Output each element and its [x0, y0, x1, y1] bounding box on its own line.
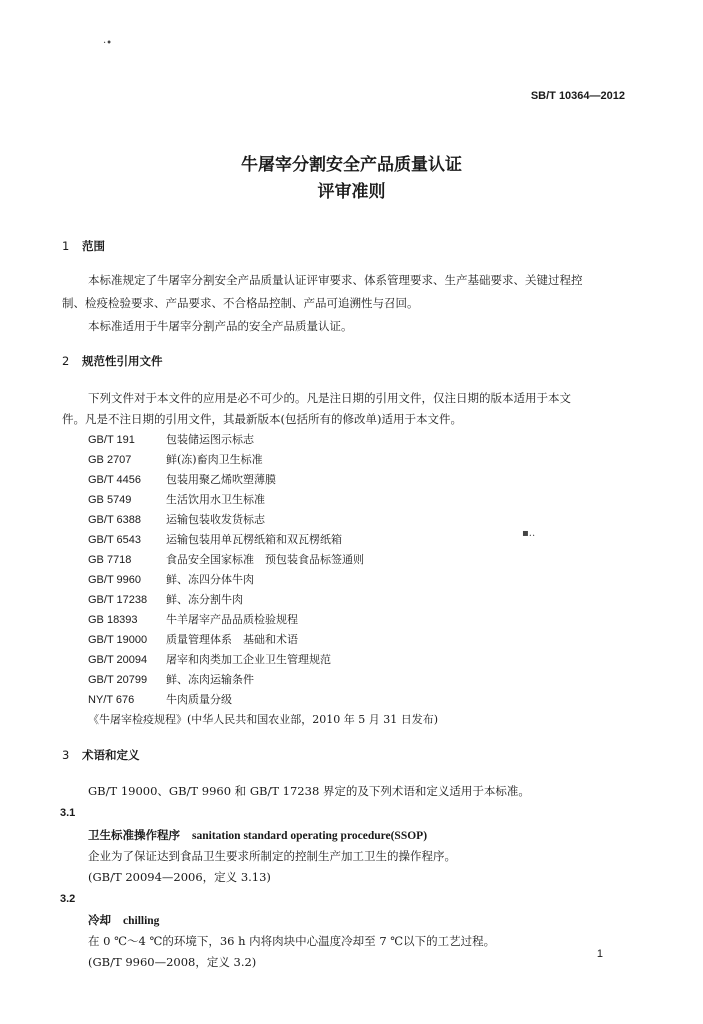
- term-heading: [88, 827, 427, 843]
- term-english: sanitation standard operating procedure(SSOP): [192, 830, 428, 842]
- reference-name: 鲜、冻四分体牛肉: [166, 573, 254, 586]
- reference-item: 《牛屠宰检疫规程》(中华人民共和国农业部，2010 年 5 月 31 日发布): [88, 713, 439, 726]
- reference-item: [88, 551, 364, 567]
- scan-mark: ·•: [103, 38, 113, 49]
- section-title: 规范性引用文件: [82, 354, 163, 368]
- reference-item: [88, 651, 331, 667]
- term-heading: [88, 912, 159, 928]
- document-subtitle: 评审准则: [317, 182, 386, 202]
- term-chinese: 卫生标准操作程序: [88, 828, 180, 842]
- section-heading-normative-references: [62, 353, 163, 369]
- reference-item: [88, 571, 254, 587]
- reference-item: [88, 611, 298, 627]
- term-source: (GB/T 20094—2006，定义 3.13): [88, 870, 271, 884]
- reference-item: [88, 631, 298, 647]
- section-heading-scope: [62, 238, 105, 254]
- reference-code: GB 18393: [88, 614, 138, 626]
- reference-name: 鲜(冻)畜肉卫生标准: [166, 453, 263, 466]
- reference-item: [88, 671, 254, 687]
- reference-item: [88, 591, 243, 607]
- term-definition: 企业为了保证达到食品卫生要求所制定的控制生产加工卫生的操作程序。: [88, 849, 456, 863]
- reference-name: 包装用聚乙烯吹塑薄膜: [166, 473, 276, 486]
- reference-item: [88, 451, 263, 467]
- section-number: 2: [62, 354, 70, 368]
- reference-name: 包装储运图示标志: [166, 433, 254, 446]
- reference-code: GB/T 17238: [88, 594, 148, 606]
- reference-name: 生活饮用水卫生标准: [166, 493, 265, 506]
- reference-name: 食品安全国家标准 预包装食品标签通则: [166, 553, 364, 566]
- reference-code: GB/T 6388: [88, 514, 141, 526]
- section-number: 1: [62, 239, 70, 253]
- paragraph: 下列文件对于本文件的应用是必不可少的。凡是注日期的引用文件，仅注日期的版本适用于本文: [88, 391, 571, 405]
- paragraph: 本标准适用于牛屠宰分割产品的安全产品质量认证。: [88, 319, 353, 333]
- reference-name: 鲜、冻分割牛肉: [166, 593, 243, 606]
- reference-name: 牛羊屠宰产品品质检验规程: [166, 613, 298, 626]
- reference-item: [88, 431, 254, 447]
- reference-code: GB/T 20094: [88, 654, 148, 666]
- reference-code: GB/T 4456: [88, 474, 141, 486]
- reference-name: 牛肉质量分级: [166, 693, 232, 706]
- section-title: 范围: [82, 239, 105, 253]
- reference-name: 屠宰和肉类加工企业卫生管理规范: [166, 653, 331, 666]
- reference-item: [88, 531, 342, 547]
- reference-item: [88, 511, 265, 527]
- reference-item: [88, 491, 265, 507]
- section-title: 术语和定义: [82, 748, 140, 762]
- section-heading-terms-definitions: [62, 747, 140, 763]
- term-chinese: 冷却: [88, 913, 111, 927]
- reference-name: 质量管理体系 基础和术语: [166, 633, 298, 646]
- term-number: 3.2: [60, 893, 76, 905]
- term-definition: 在 0 ℃～4 ℃的环境下，36 h 内将肉块中心温度冷却至 7 ℃以下的工艺过程。: [88, 934, 496, 948]
- scan-mark: ▪..: [522, 528, 536, 539]
- reference-code: GB/T 9960: [88, 574, 141, 586]
- reference-code: GB 5749: [88, 494, 132, 506]
- term-english: chilling: [123, 915, 160, 927]
- reference-item: [88, 691, 232, 707]
- reference-code: GB/T 19000: [88, 634, 148, 646]
- reference-name: 运输包装用单瓦楞纸箱和双瓦楞纸箱: [166, 533, 342, 546]
- paragraph-continuation: 件。凡是不注日期的引用文件，其最新版本(包括所有的修改单)适用于本文件。: [62, 412, 462, 426]
- reference-name: 鲜、冻肉运输条件: [166, 673, 254, 686]
- reference-code: GB 2707: [88, 454, 132, 466]
- reference-code: GB 7718: [88, 554, 132, 566]
- section-number: 3: [62, 748, 70, 762]
- standard-code: SB/T 10364—2012: [530, 90, 625, 102]
- paragraph: 本标准规定了牛屠宰分割安全产品质量认证评审要求、体系管理要求、生产基础要求、关键过程控: [88, 273, 583, 287]
- term-source: (GB/T 9960—2008，定义 3.2): [88, 955, 257, 969]
- term-number: 3.1: [60, 807, 76, 819]
- reference-code: GB/T 191: [88, 434, 135, 446]
- reference-item: [88, 471, 276, 487]
- paragraph-continuation: 制、检疫检验要求、产品要求、不合格品控制、产品可追溯性与召回。: [62, 296, 419, 310]
- document-title: 牛屠宰分割安全产品质量认证: [241, 155, 462, 175]
- reference-code: GB/T 20799: [88, 674, 148, 686]
- page-number: 1: [596, 948, 603, 960]
- reference-code: NY/T 676: [88, 694, 135, 706]
- paragraph: GB/T 19000、GB/T 9960 和 GB/T 17238 界定的及下列术语和定义适用于本标准。: [88, 784, 530, 798]
- reference-name: 运输包装收发货标志: [166, 513, 265, 526]
- reference-code: GB/T 6543: [88, 534, 141, 546]
